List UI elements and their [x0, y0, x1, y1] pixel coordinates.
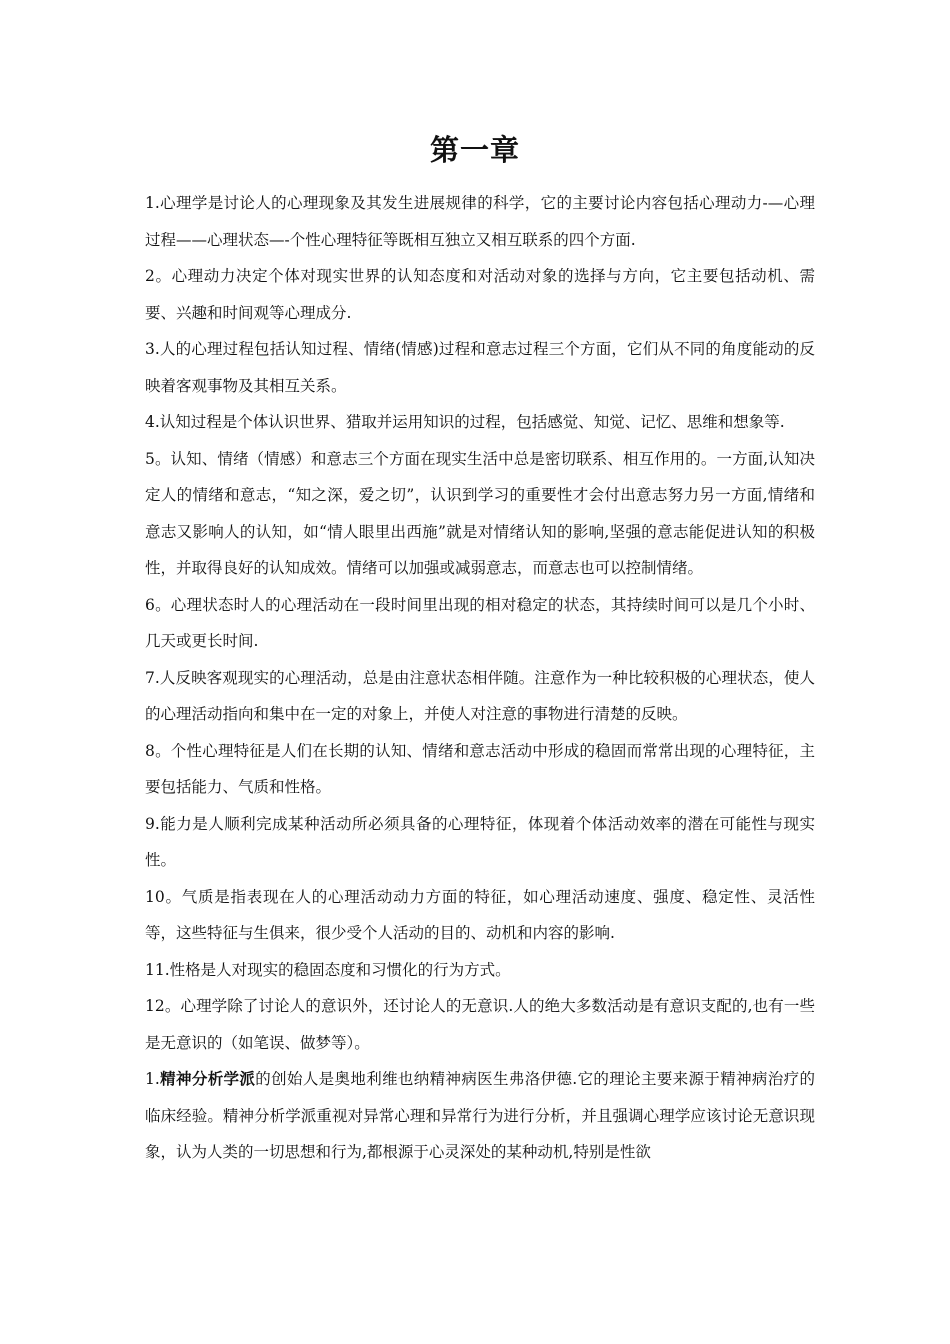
paragraph-6: 6。心理状态时人的心理活动在一段时间里出现的相对稳定的状态，其持续时间可以是几个小时、几天或更长时间.: [145, 595, 815, 650]
paragraph-2: 2。心理动力决定个体对现实世界的认知态度和对活动对象的选择与方向，它主要包括动机、需要、兴趣和时间观等心理成分.: [145, 267, 815, 322]
paragraph-3: 3.人的心理过程包括认知过程、情绪(情感)过程和意志过程三个方面，它们从不同的角度能动的反映着客观事物及其相互关系。: [145, 340, 815, 395]
paragraph-9: 9.能力是人顺利完成某种活动所必须具备的心理特征，体现着个体活动效率的潜在可能性与现实性。: [145, 814, 815, 869]
paragraph-psychoanalysis: [145, 1061, 815, 1171]
bold-term: 精神分析学派: [159, 1069, 256, 1088]
chapter-title: 第一章: [429, 133, 520, 167]
paragraph-11: 11.性格是人对现实的稳固态度和习惯化的行为方式。: [145, 960, 511, 979]
paragraph-12: 12。心理学除了讨论人的意识外，还讨论人的无意识.人的绝大多数活动是有意识支配的,也有一些是无意识的（如笔误、做梦等）。: [145, 997, 815, 1052]
paragraph-1: 1.心理学是讨论人的心理现象及其发生进展规律的科学，它的主要讨论内容包括心理动力-—心理过程——心理状态—-个性心理特征等既相互独立又相互联系的四个方面.: [145, 194, 815, 249]
paragraph-4: 4.认知过程是个体认识世界、猎取并运用知识的过程，包括感觉、知觉、记忆、思维和想象等.: [145, 413, 785, 431]
paragraph-prefix: 1.: [145, 1070, 160, 1088]
paragraph-rest: 的创始人是奥地利维也纳精神病医生弗洛伊德.它的理论主要来源于精神病治疗的临床经验。精神分析学派重视对异常心理和异常行为进行分析，并且强调心理学应该讨论无意识现象，认为人类的一切思想和行为,都根源于心灵深处的某种动机,特别是性欲: [145, 1070, 815, 1161]
document-body: [145, 185, 815, 1171]
paragraph-7: 7.人反映客观现实的心理活动，总是由注意状态相伴随。注意作为一种比较积极的心理状态，使人的心理活动指向和集中在一定的对象上，并使人对注意的事物进行清楚的反映。: [145, 668, 815, 723]
paragraph-5: 5。认知、情绪（情感）和意志三个方面在现实生活中总是密切联系、相互作用的。一方面,认知决定人的情绪和意志，“知之深，爱之切”，认识到学习的重要性才会付出意志努力另一方面,情绪和意志又影响人的认知，如“情人眼里出西施”就是对情绪认知的影响,坚强的意志能促进认知的积极性，并取得良好的认知成效。情绪可以加强或减弱意志，而意志也可以控制情绪。: [145, 449, 815, 577]
paragraph-10: 10。气质是指表现在人的心理活动动力方面的特征，如心理活动速度、强度、稳定性、灵活性等，这些特征与生俱来，很少受个人活动的目的、动机和内容的影响.: [145, 887, 815, 942]
paragraph-8: 8。个性心理特征是人们在长期的认知、情绪和意志活动中形成的稳固而常常出现的心理特征，主要包括能力、气质和性格。: [145, 741, 815, 796]
